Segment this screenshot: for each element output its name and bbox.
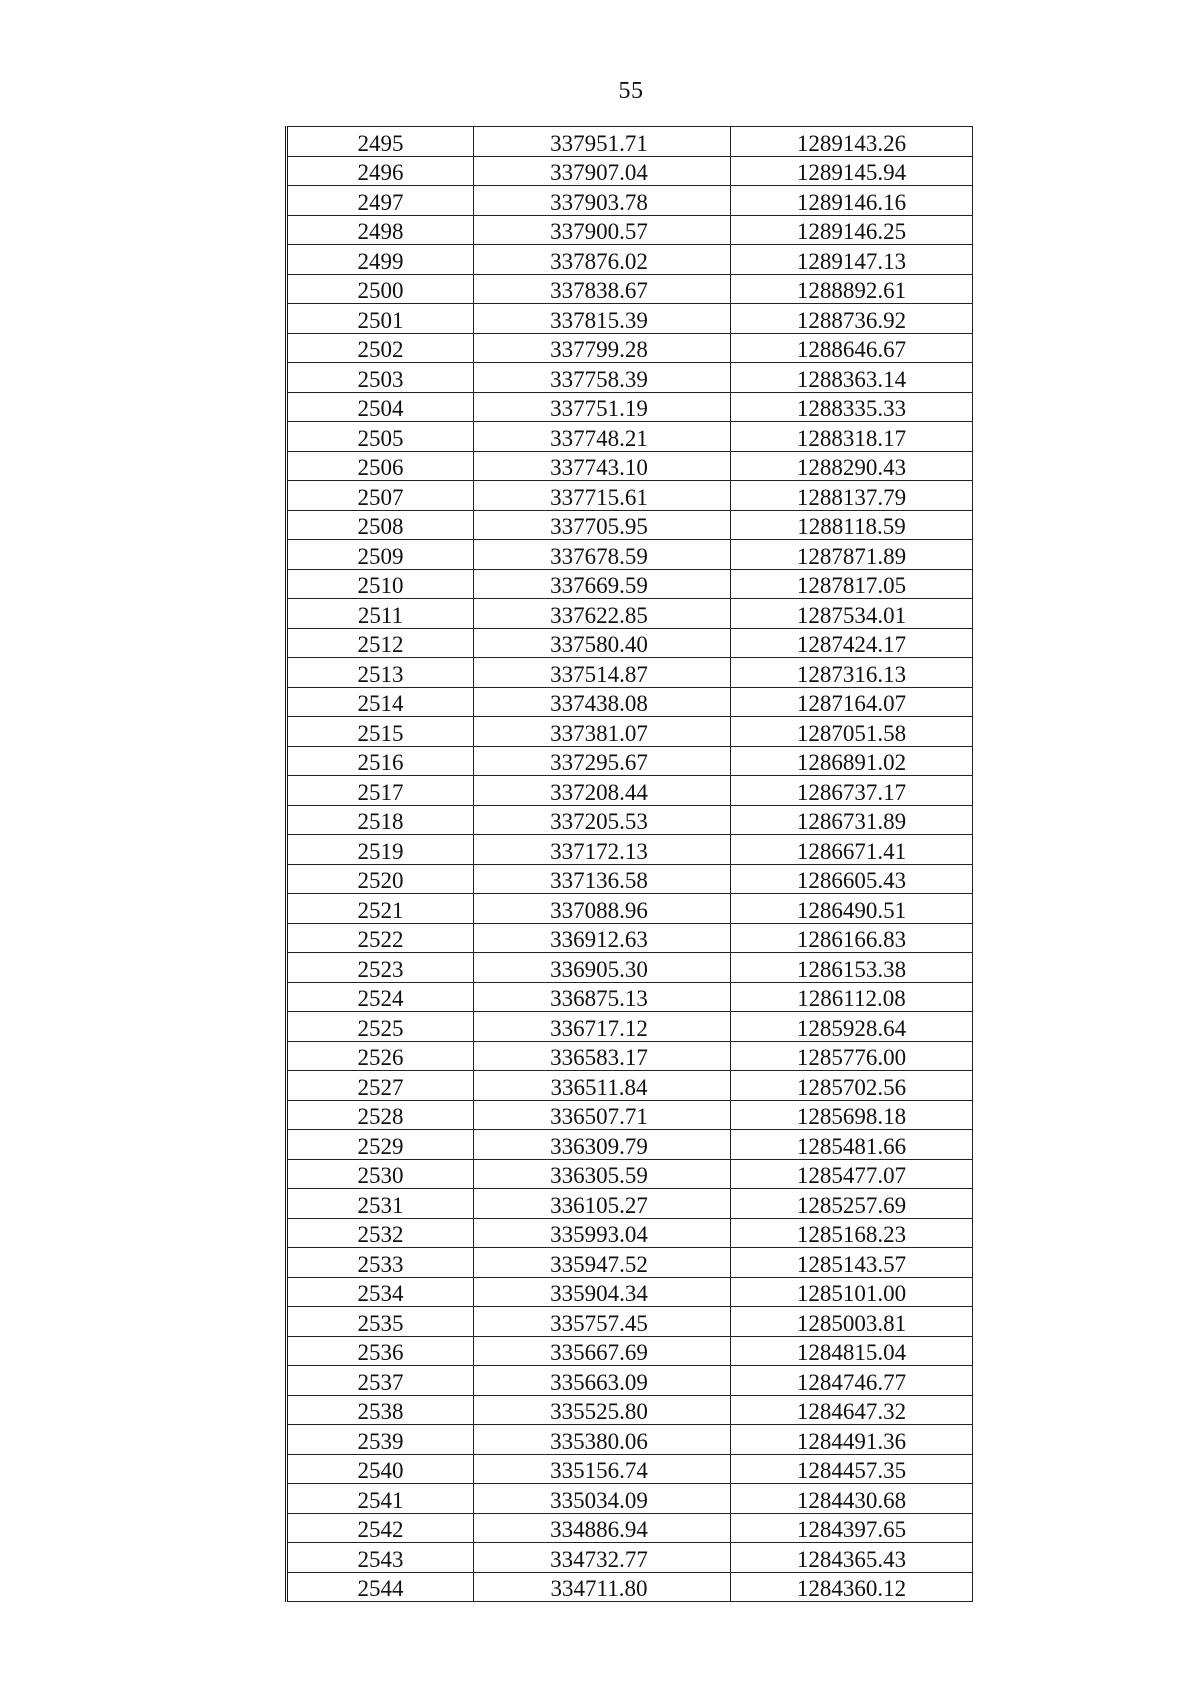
point-number-cell: 2534 — [287, 1277, 474, 1307]
x-coordinate-cell: 337205.53 — [474, 805, 731, 835]
x-coordinate-cell: 337580.40 — [474, 628, 731, 658]
point-number-cell: 2504 — [287, 392, 474, 422]
page-number: 55 — [618, 78, 644, 104]
x-coordinate-cell: 336717.12 — [474, 1012, 731, 1042]
y-coordinate-cell: 1284360.12 — [731, 1572, 973, 1602]
table-row — [287, 923, 973, 953]
y-coordinate-cell: 1285168.23 — [731, 1218, 973, 1248]
y-coordinate-cell: 1287871.89 — [731, 540, 973, 570]
point-number-cell: 2495 — [287, 127, 474, 157]
x-coordinate-cell: 337438.08 — [474, 687, 731, 717]
x-coordinate-cell: 336309.79 — [474, 1130, 731, 1160]
point-number-cell: 2514 — [287, 687, 474, 717]
point-number-cell: 2541 — [287, 1484, 474, 1514]
table-row — [287, 392, 973, 422]
point-number-cell: 2510 — [287, 569, 474, 599]
table-row — [287, 1277, 973, 1307]
y-coordinate-cell: 1288335.33 — [731, 392, 973, 422]
x-coordinate-cell: 337907.04 — [474, 156, 731, 186]
y-coordinate-cell: 1285143.57 — [731, 1248, 973, 1278]
point-number-cell: 2540 — [287, 1454, 474, 1484]
table-row — [287, 1307, 973, 1337]
point-number-cell: 2529 — [287, 1130, 474, 1160]
point-number-cell: 2506 — [287, 451, 474, 481]
x-coordinate-cell: 337669.59 — [474, 569, 731, 599]
y-coordinate-cell: 1288318.17 — [731, 422, 973, 452]
point-number-cell: 2536 — [287, 1336, 474, 1366]
point-number-cell: 2500 — [287, 274, 474, 304]
y-coordinate-cell: 1285003.81 — [731, 1307, 973, 1337]
y-coordinate-cell: 1284746.77 — [731, 1366, 973, 1396]
x-coordinate-cell: 337876.02 — [474, 245, 731, 275]
table-row — [287, 510, 973, 540]
table-row — [287, 422, 973, 452]
table-row — [287, 215, 973, 245]
table-row — [287, 1100, 973, 1130]
y-coordinate-cell: 1286112.08 — [731, 982, 973, 1012]
x-coordinate-cell: 337678.59 — [474, 540, 731, 570]
y-coordinate-cell: 1286605.43 — [731, 864, 973, 894]
x-coordinate-cell: 337743.10 — [474, 451, 731, 481]
point-number-cell: 2520 — [287, 864, 474, 894]
y-coordinate-cell: 1286737.17 — [731, 776, 973, 806]
table-row — [287, 363, 973, 393]
y-coordinate-cell: 1289147.13 — [731, 245, 973, 275]
y-coordinate-cell: 1289146.16 — [731, 186, 973, 216]
point-number-cell: 2509 — [287, 540, 474, 570]
x-coordinate-cell: 337295.67 — [474, 746, 731, 776]
point-number-cell: 2507 — [287, 481, 474, 511]
x-coordinate-cell: 335034.09 — [474, 1484, 731, 1514]
table-row — [287, 1513, 973, 1543]
x-coordinate-cell: 336875.13 — [474, 982, 731, 1012]
table-row — [287, 1248, 973, 1278]
x-coordinate-cell: 336305.59 — [474, 1159, 731, 1189]
x-coordinate-cell: 336105.27 — [474, 1189, 731, 1219]
table-row — [287, 304, 973, 334]
point-number-cell: 2517 — [287, 776, 474, 806]
y-coordinate-cell: 1284457.35 — [731, 1454, 973, 1484]
x-coordinate-cell: 336583.17 — [474, 1041, 731, 1071]
point-number-cell: 2524 — [287, 982, 474, 1012]
x-coordinate-cell: 337748.21 — [474, 422, 731, 452]
point-number-cell: 2508 — [287, 510, 474, 540]
x-coordinate-cell: 337838.67 — [474, 274, 731, 304]
point-number-cell: 2544 — [287, 1572, 474, 1602]
x-coordinate-cell: 336905.30 — [474, 953, 731, 983]
y-coordinate-cell: 1287817.05 — [731, 569, 973, 599]
point-number-cell: 2530 — [287, 1159, 474, 1189]
x-coordinate-cell: 337903.78 — [474, 186, 731, 216]
point-number-cell: 2537 — [287, 1366, 474, 1396]
point-number-cell: 2523 — [287, 953, 474, 983]
point-number-cell: 2502 — [287, 333, 474, 363]
table-row — [287, 1071, 973, 1101]
x-coordinate-cell: 337799.28 — [474, 333, 731, 363]
table-row — [287, 1366, 973, 1396]
point-number-cell: 2521 — [287, 894, 474, 924]
y-coordinate-cell: 1284647.32 — [731, 1395, 973, 1425]
y-coordinate-cell: 1287424.17 — [731, 628, 973, 658]
table-row — [287, 894, 973, 924]
table-row — [287, 864, 973, 894]
point-number-cell: 2518 — [287, 805, 474, 835]
x-coordinate-cell: 337715.61 — [474, 481, 731, 511]
table-row — [287, 540, 973, 570]
x-coordinate-cell: 336507.71 — [474, 1100, 731, 1130]
y-coordinate-cell: 1288118.59 — [731, 510, 973, 540]
x-coordinate-cell: 335993.04 — [474, 1218, 731, 1248]
y-coordinate-cell: 1286166.83 — [731, 923, 973, 953]
y-coordinate-cell: 1288646.67 — [731, 333, 973, 363]
table-row — [287, 953, 973, 983]
x-coordinate-cell: 337705.95 — [474, 510, 731, 540]
point-number-cell: 2516 — [287, 746, 474, 776]
point-number-cell: 2511 — [287, 599, 474, 629]
table-row — [287, 1484, 973, 1514]
point-number-cell: 2498 — [287, 215, 474, 245]
table-row — [287, 451, 973, 481]
table-row — [287, 1189, 973, 1219]
point-number-cell: 2527 — [287, 1071, 474, 1101]
point-number-cell: 2505 — [287, 422, 474, 452]
y-coordinate-cell: 1288290.43 — [731, 451, 973, 481]
y-coordinate-cell: 1287164.07 — [731, 687, 973, 717]
point-number-cell: 2532 — [287, 1218, 474, 1248]
table-row — [287, 599, 973, 629]
y-coordinate-cell: 1285698.18 — [731, 1100, 973, 1130]
x-coordinate-cell: 337136.58 — [474, 864, 731, 894]
y-coordinate-cell: 1287051.58 — [731, 717, 973, 747]
point-number-cell: 2539 — [287, 1425, 474, 1455]
point-number-cell: 2513 — [287, 658, 474, 688]
y-coordinate-cell: 1284397.65 — [731, 1513, 973, 1543]
y-coordinate-cell: 1288363.14 — [731, 363, 973, 393]
y-coordinate-cell: 1285477.07 — [731, 1159, 973, 1189]
x-coordinate-cell: 337172.13 — [474, 835, 731, 865]
y-coordinate-cell: 1284815.04 — [731, 1336, 973, 1366]
point-number-cell: 2503 — [287, 363, 474, 393]
table-row — [287, 127, 973, 157]
y-coordinate-cell: 1288736.92 — [731, 304, 973, 334]
y-coordinate-cell: 1284430.68 — [731, 1484, 973, 1514]
y-coordinate-cell: 1286891.02 — [731, 746, 973, 776]
point-number-cell: 2519 — [287, 835, 474, 865]
table-row — [287, 746, 973, 776]
y-coordinate-cell: 1285257.69 — [731, 1189, 973, 1219]
table-row — [287, 274, 973, 304]
table-row — [287, 1130, 973, 1160]
table-row — [287, 1543, 973, 1573]
x-coordinate-cell: 335667.69 — [474, 1336, 731, 1366]
table-row — [287, 1041, 973, 1071]
table-row — [287, 333, 973, 363]
table-row — [287, 1218, 973, 1248]
table-row — [287, 658, 973, 688]
x-coordinate-cell: 335757.45 — [474, 1307, 731, 1337]
y-coordinate-cell: 1286671.41 — [731, 835, 973, 865]
table-row — [287, 186, 973, 216]
point-number-cell: 2535 — [287, 1307, 474, 1337]
point-number-cell: 2512 — [287, 628, 474, 658]
table-row — [287, 776, 973, 806]
x-coordinate-cell: 337751.19 — [474, 392, 731, 422]
coordinates-table — [285, 126, 973, 1602]
y-coordinate-cell: 1288892.61 — [731, 274, 973, 304]
y-coordinate-cell: 1285928.64 — [731, 1012, 973, 1042]
table-row — [287, 982, 973, 1012]
x-coordinate-cell: 337514.87 — [474, 658, 731, 688]
y-coordinate-cell: 1286731.89 — [731, 805, 973, 835]
table-row — [287, 1336, 973, 1366]
table-row — [287, 1159, 973, 1189]
table-row — [287, 1425, 973, 1455]
x-coordinate-cell: 337951.71 — [474, 127, 731, 157]
table-row — [287, 835, 973, 865]
point-number-cell: 2533 — [287, 1248, 474, 1278]
point-number-cell: 2522 — [287, 923, 474, 953]
point-number-cell: 2496 — [287, 156, 474, 186]
table-row — [287, 1012, 973, 1042]
y-coordinate-cell: 1285776.00 — [731, 1041, 973, 1071]
y-coordinate-cell: 1286490.51 — [731, 894, 973, 924]
x-coordinate-cell: 337381.07 — [474, 717, 731, 747]
y-coordinate-cell: 1287534.01 — [731, 599, 973, 629]
x-coordinate-cell: 335156.74 — [474, 1454, 731, 1484]
table-row — [287, 1395, 973, 1425]
x-coordinate-cell: 337622.85 — [474, 599, 731, 629]
point-number-cell: 2499 — [287, 245, 474, 275]
coordinates-table-body — [287, 127, 973, 1602]
table-row — [287, 687, 973, 717]
table-row — [287, 156, 973, 186]
x-coordinate-cell: 335904.34 — [474, 1277, 731, 1307]
x-coordinate-cell: 335663.09 — [474, 1366, 731, 1396]
y-coordinate-cell: 1287316.13 — [731, 658, 973, 688]
y-coordinate-cell: 1285481.66 — [731, 1130, 973, 1160]
table-row — [287, 569, 973, 599]
y-coordinate-cell: 1289146.25 — [731, 215, 973, 245]
table-row — [287, 245, 973, 275]
x-coordinate-cell: 337900.57 — [474, 215, 731, 245]
x-coordinate-cell: 334711.80 — [474, 1572, 731, 1602]
point-number-cell: 2501 — [287, 304, 474, 334]
x-coordinate-cell: 334886.94 — [474, 1513, 731, 1543]
y-coordinate-cell: 1289143.26 — [731, 127, 973, 157]
table-row — [287, 805, 973, 835]
x-coordinate-cell: 337208.44 — [474, 776, 731, 806]
table-row — [287, 1572, 973, 1602]
y-coordinate-cell: 1288137.79 — [731, 481, 973, 511]
y-coordinate-cell: 1286153.38 — [731, 953, 973, 983]
y-coordinate-cell: 1289145.94 — [731, 156, 973, 186]
x-coordinate-cell: 334732.77 — [474, 1543, 731, 1573]
y-coordinate-cell: 1285101.00 — [731, 1277, 973, 1307]
x-coordinate-cell: 335380.06 — [474, 1425, 731, 1455]
point-number-cell: 2525 — [287, 1012, 474, 1042]
point-number-cell: 2526 — [287, 1041, 474, 1071]
y-coordinate-cell: 1285702.56 — [731, 1071, 973, 1101]
point-number-cell: 2538 — [287, 1395, 474, 1425]
table-row — [287, 628, 973, 658]
x-coordinate-cell: 336511.84 — [474, 1071, 731, 1101]
x-coordinate-cell: 337758.39 — [474, 363, 731, 393]
y-coordinate-cell: 1284365.43 — [731, 1543, 973, 1573]
x-coordinate-cell: 336912.63 — [474, 923, 731, 953]
x-coordinate-cell: 335525.80 — [474, 1395, 731, 1425]
point-number-cell: 2528 — [287, 1100, 474, 1130]
y-coordinate-cell: 1284491.36 — [731, 1425, 973, 1455]
point-number-cell: 2542 — [287, 1513, 474, 1543]
point-number-cell: 2515 — [287, 717, 474, 747]
table-row — [287, 1454, 973, 1484]
x-coordinate-cell: 335947.52 — [474, 1248, 731, 1278]
point-number-cell: 2497 — [287, 186, 474, 216]
table-row — [287, 481, 973, 511]
point-number-cell: 2543 — [287, 1543, 474, 1573]
x-coordinate-cell: 337815.39 — [474, 304, 731, 334]
table-row — [287, 717, 973, 747]
point-number-cell: 2531 — [287, 1189, 474, 1219]
x-coordinate-cell: 337088.96 — [474, 894, 731, 924]
